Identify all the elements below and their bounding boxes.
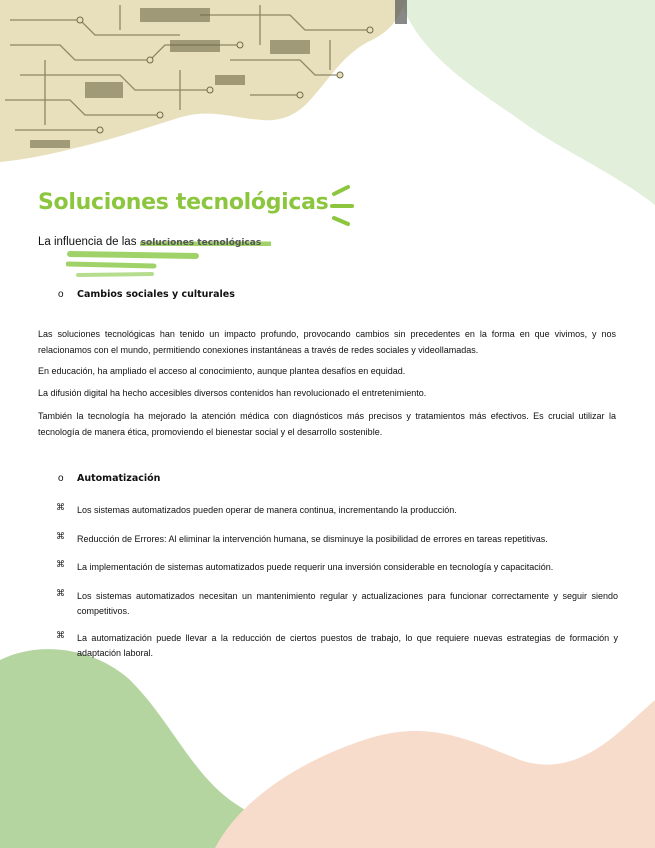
section-heading-cambios: Cambios sociales y culturales xyxy=(77,289,235,300)
list-item-text: Los sistemas automatizados pueden operar de manera continua, incrementando la producción. xyxy=(77,505,457,515)
list-marker-icon: ⌘ xyxy=(56,631,65,641)
peach-blob-bottom-right xyxy=(215,700,655,848)
paragraph: En educación, ha ampliado el acceso al conocimiento, aunque plantea desafíos en equidad. xyxy=(38,366,406,376)
circuit-board-image xyxy=(0,0,407,162)
highlight-strokes xyxy=(66,248,206,282)
subtitle-prefix: La influencia de las xyxy=(38,236,140,248)
section-bullet: o xyxy=(58,473,64,484)
page-title: Soluciones tecnológicas xyxy=(38,190,329,215)
green-blob-top-right xyxy=(400,0,655,205)
subtitle-highlight: soluciones tecnológicas xyxy=(140,238,272,248)
list-marker-icon: ⌘ xyxy=(56,503,65,513)
paragraph: Las soluciones tecnológicas han tenido un impacto profundo, provocando cambios sin precedentes en la forma en que vivimos, y nos relacionamos con el mundo, permitiendo conexiones instantáneas a través de redes sociales y videollamadas. xyxy=(38,329,616,355)
paragraph: La difusión digital ha hecho accesibles diversos contenidos han revolucionado el entretenimiento. xyxy=(38,388,427,398)
list-item-text: La automatización puede llevar a la reducción de ciertos puestos de trabajo, lo que requiere nuevas estrategias de formación y adaptación laboral. xyxy=(77,633,618,658)
list-item xyxy=(56,631,618,661)
subtitle xyxy=(38,236,271,248)
list-marker-icon: ⌘ xyxy=(56,532,65,542)
section-heading-automatizacion: Automatización xyxy=(77,473,161,484)
list-item-text: Reducción de Errores: Al eliminar la intervención humana, se disminuye la posibilidad de errores en tareas repetitivas. xyxy=(77,534,548,544)
list-item xyxy=(56,560,618,575)
list-item xyxy=(56,503,618,518)
list-item xyxy=(56,532,618,547)
section-bullet: o xyxy=(58,289,64,300)
list-item xyxy=(56,589,618,619)
paragraph: También la tecnología ha mejorado la atención médica con diagnósticos más precisos y tratamientos más efectivos. Es crucial utilizar la tecnología de manera ética, promoviendo el bienestar social y el desarrollo sostenible. xyxy=(38,411,616,437)
list-marker-icon: ⌘ xyxy=(56,560,65,570)
list-item-text: Los sistemas automatizados necesitan un mantenimiento regular y actualizaciones para funcionar correctamente y seguir siendo competitivos. xyxy=(77,591,618,616)
title-dashes xyxy=(328,184,358,228)
list-marker-icon: ⌘ xyxy=(56,589,65,599)
list-item-text: La implementación de sistemas automatizados puede requerir una inversión considerable en tecnología y capacitación. xyxy=(77,562,554,572)
